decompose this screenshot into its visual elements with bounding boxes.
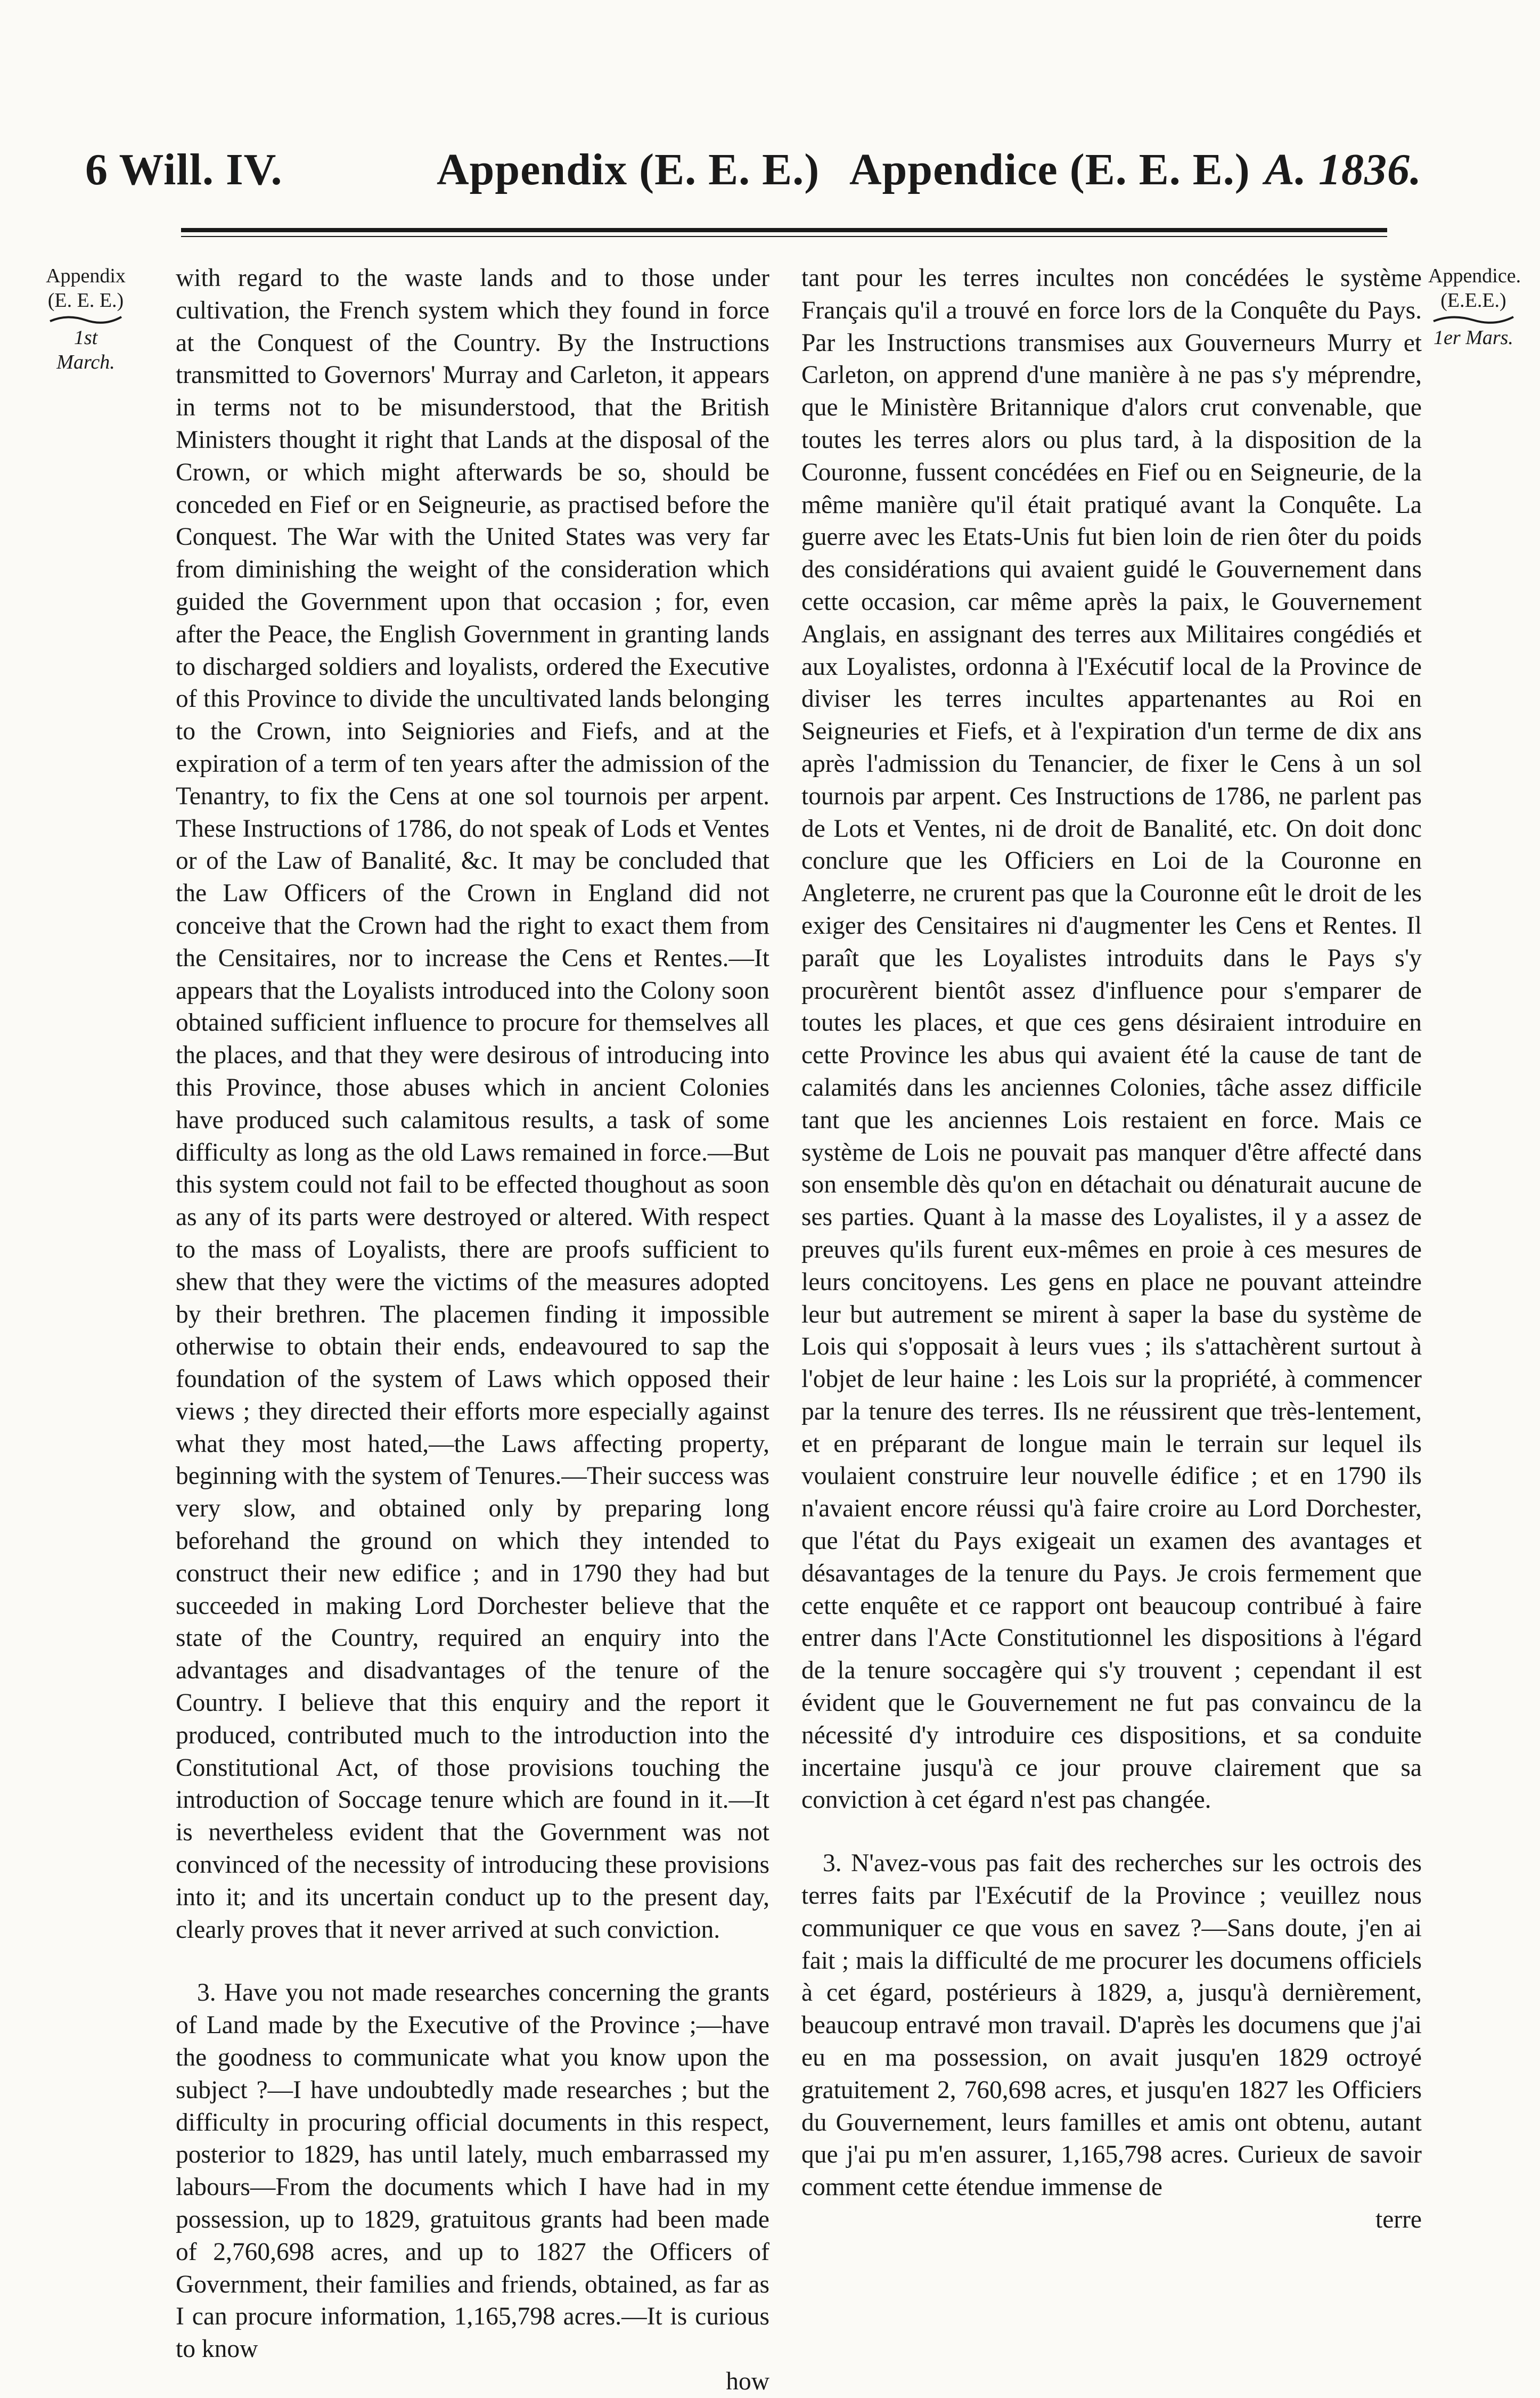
french-paragraph-1: tant pour les terres incultes non concédées le système Français qu'il a trouvé en force lors de la Conquête du Pays. Par les Instructions transmises aux Gouverneurs Murry et Carleton, on apprend d'une manière à ne pas s'y méprendre, que le Ministère Britannique d'alors crut convenable, que toutes les terres alors ou plus tard, à la disposition de la Couronne, fussent concédées en Fief ou en Seigneurie, de la même manière qu'il était pratiqué avant la Conquête. La guerre avec les Etats-Unis fut bien loin de rien ôter du poids des considérations qui avaient guidé le Gouvernement dans cette occasion, car même après la paix, le Gouvernement Anglais, en assignant des terres aux Militaires congédiés et aux Loyalistes, ordonna à l'Exécutif local de la Province de diviser les terres incultes appartenantes au Roi en Seigneuries et Fiefs, et à l'expiration d'un terme de dix ans après l'admission du Tenancier, de fixer le Cens à un sol tournois par arpent. Ces Instructions de 1786, ne parlent pas de Lots et Ventes, ni de droit de Banalité, etc. On doit donc conclure que les Officiers en Loi de la Couronne en Angleterre, ne crurent pas que la Couronne eût le droit de les exiger des Censitaires ni d'augmenter les Cens et Rentes. Il paraît que les Loyalistes introduits dans le Pays s'y procurèrent bientôt assez d'influence pour s'emparer de toutes les places, et que ces gens désiraient introduire en cette Province les abus qui avaient été la cause de tant de calamités dans les anciennes Colonies, tâche assez difficile tant que les anciennes Lois restaient en force. Mais ce système de Lois ne pouvait pas manquer d'être affecté dans son ensemble dès qu'on en détachait ou dénaturait aucune de ses parties. Quant à la masse des Loyalistes, il y a assez de preuves qu'ils furent eux-mêmes en proie à ces mesures de leurs concitoyens. Les gens en place ne pouvant atteindre leur but autrement se mirent à saper la base du système de Lois qui s'opposait à leurs vues ; ils s'attachèrent surtout à l'objet de leur haine : les Lois sur la propriété, à commencer par la tenure des terres. Ils ne réussirent que très-lentement, et en préparant de longue main le terrain sur lequel ils voulaient construire leur nouvelle édifice ; et en 1790 ils n'avaient encore réussi qu'à faire croire au Lord Dorchester, que l'état du Pays exigeait un examen des avantages et désavantages de la tenure du Pays. Je crois fermement que cette enquête et ce rapport ont beaucoup contribué à faire entrer dans l'Acte Constitutionnel les dispositions à l'égard de la tenure soccagère qui s'y trouvent ; cependant il est évident que le Gouvernement ne fut pas convaincu de la nécessité d'y introduire ces dispositions, et sa conduite incertaine jusqu'à ce jour prouve clairement que sa conviction à cet égard n'est pas changée. bbox=[801, 264, 1422, 1814]
appendix-title-en: Appendix (E. E. E.) bbox=[437, 145, 820, 194]
header-rule-thin bbox=[181, 236, 1387, 237]
english-paragraph-1: with regard to the waste lands and to those under cultivation, the French system which they found in force at the Conquest of the Country. By the Instructions transmitted to Governors' Murray and Carleton, it appears in terms not to be misunderstood, that the British Ministers thought it right that Lands at the disposal of the Crown, or which might afterwards be so, should be conceded en Fief or en Seigneurie, as practised before the Conquest. The War with the United States was very far from diminishing the weight of the consideration which guided the Government upon that occasion ; for, even after the Peace, the English Government in granting lands to discharged soldiers and loyalists, ordered the Executive of this Province to divide the uncultivated lands belonging to the Crown, into Seigniories and Fiefs, and at the expiration of a term of ten years after the admission of the Tenantry, to fix the Cens at one sol tournois per arpent. These Instructions of 1786, do not speak of Lods et Ventes or of the Law of Banalité, &c. It may be concluded that the Law Officers of the Crown in England did not conceive that the Crown had the right to exact them from the Censitaires, nor to increase the Cens et Rentes.—It appears that the Loyalists introduced into the Colony soon obtained sufficient influence to procure for themselves all the places, and that they were desirous of introducing into this Province, those abuses which in ancient Colonies have produced such calamitous results, a task of some difficulty as long as the old Laws remained in force.—But this system could not fail to be effected thoughout as soon as any of its parts were destroyed or altered. With respect to the mass of Loyalists, there are proofs sufficient to shew that they were the victims of the measures adopted by their brethren. The placemen finding it impossible otherwise to obtain their ends, endeavoured to sap the foundation of the system of Laws which opposed their views ; they directed their efforts more especially against what they most hated,—the Laws affecting property, beginning with the system of Tenures.—Their success was very slow, and obtained only by preparing long beforehand the ground on which they intended to construct their new edifice ; and in 1790 they had but succeeded in making Lord Dorchester believe that the state of the Country, required an enquiry into the advantages and disadvantages of the tenure of the Country. I believe that this enquiry and the report it produced, contributed much to the introduction into the Constitutional Act, of those provisions touching the introduction of Soccage tenure which are found in it.—It is nevertheless evident that the Government was not convinced of the necessity of introducing these provisions into it; and its uncertain conduct up to the present day, clearly proves that it never arrived at such conviction. bbox=[176, 264, 769, 1944]
french-column bbox=[801, 262, 1422, 2236]
regnal-year: 6 Will. IV. bbox=[85, 145, 283, 194]
header-rule-thick bbox=[181, 228, 1387, 232]
margin-note-right bbox=[1428, 264, 1519, 350]
appendix-title-fr: Appendice (E. E. E.) bbox=[849, 145, 1250, 194]
swash-ornament-icon bbox=[46, 313, 126, 325]
year: A. 1836. bbox=[1265, 145, 1422, 194]
french-paragraph-2: 3. N'avez-vous pas fait des recherches sur les octrois des terres faits par l'Exécutif de la Province ; veuillez nous communiquer ce que vous en savez ?—Sans doute, j'en ai fait ; mais la difficulté de me procurer les documens officiels à cet égard, postérieurs à 1829, a, jusqu'à dernièrement, beaucoup entravé mon travail. D'après les documens que j'ai eu en ma possession, on avait jusqu'en 1829 octroyé gratuitement 2, 760,698 acres, et jusqu'en 1827 les Officiers du Gouvernement, leurs familles et amis ont obtenu, autant que j'ai pu m'en assurer, 1,165,798 acres. Curieux de savoir comment cette étendue immense de bbox=[801, 1849, 1422, 2201]
margin-label: Appendix bbox=[46, 265, 126, 287]
english-column bbox=[176, 262, 769, 2398]
margin-note-left bbox=[46, 264, 126, 374]
margin-ref: (E. E. E.) bbox=[47, 289, 124, 312]
english-paragraph-2: 3. Have you not made researches concerning the grants of Land made by the Executive of the Province ;—have the goodness to communicate what you know upon the subject ?—I have undoubtedly made researches ; but the difficulty in procuring official documents in this respect, posterior to 1829, has until lately, much embarrassed my labours—From the documents which I have had in my possession, up to 1829, gratuitous grants had been made of 2,760,698 acres, and up to 1827 the Officers of Government, their families and friends, obtained, as far as I can procure information, 1,165,798 acres.—It is curious to know bbox=[176, 1979, 769, 2363]
swash-ornament-icon bbox=[1428, 313, 1519, 325]
running-header bbox=[0, 144, 1540, 208]
catchword: how bbox=[726, 2368, 769, 2395]
margin-ref: (E.E.E.) bbox=[1440, 289, 1506, 312]
margin-label: Appendice. bbox=[1428, 265, 1521, 287]
catchword: terre bbox=[1375, 2206, 1422, 2234]
margin-date: 1er Mars. bbox=[1433, 327, 1513, 349]
margin-date: 1st March. bbox=[56, 327, 115, 373]
